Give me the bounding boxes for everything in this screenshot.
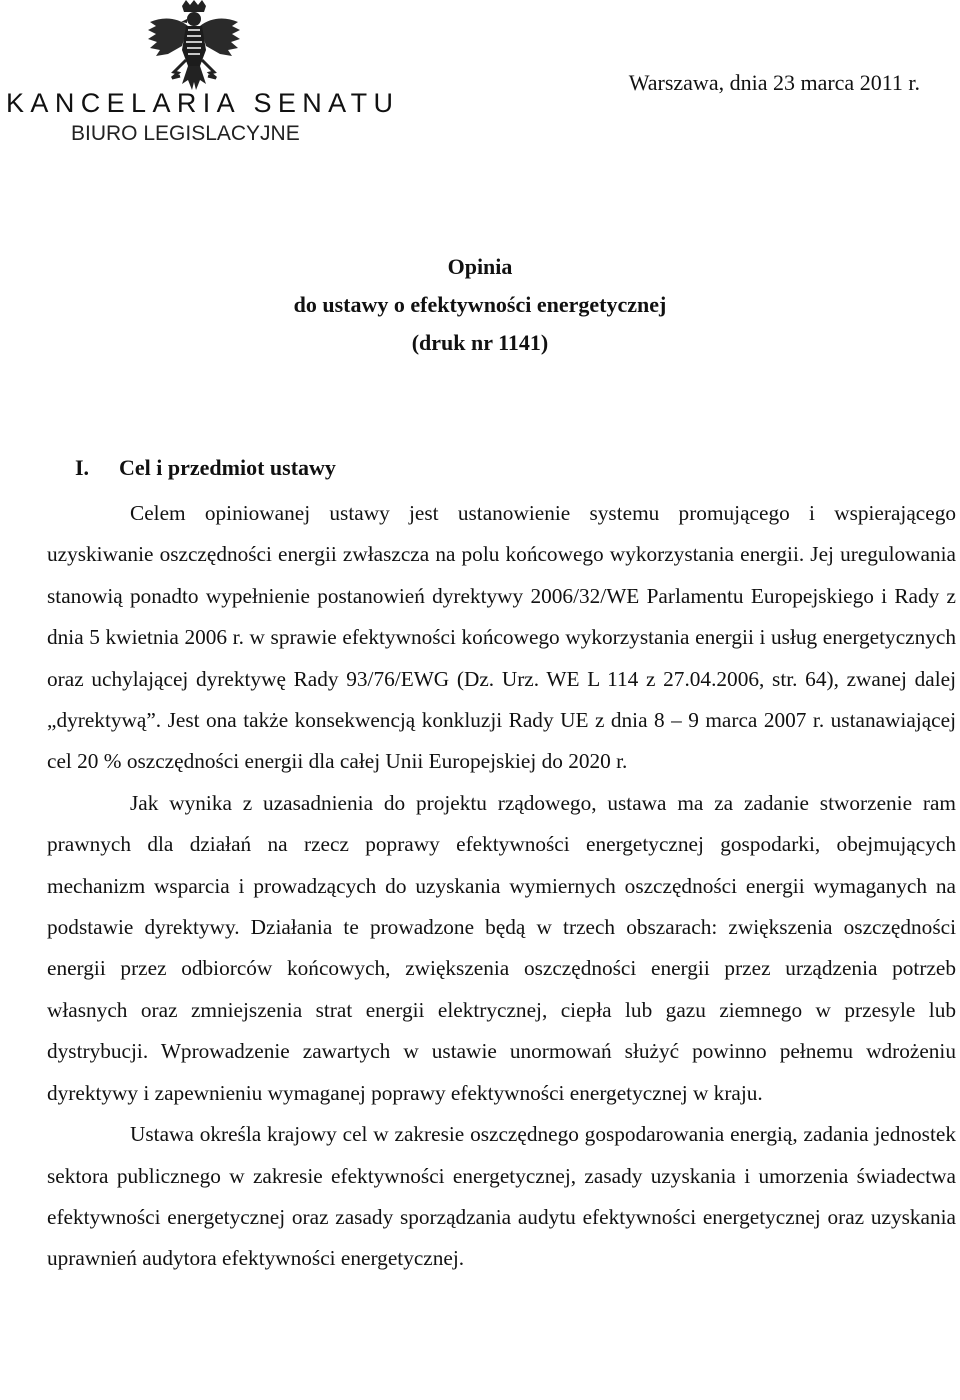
title-line-3: (druk nr 1141) (411, 330, 549, 355)
document-title (0, 248, 960, 362)
document-body (47, 493, 956, 1280)
department-name: BIURO LEGISLACYJNE (71, 122, 300, 145)
paragraph: Ustawa określa krajowy cel w zakresie oszczędnego gospodarowania energią, zadania jednostek sektora publicznego w zakresie efektywności energetycznej, zasady uzyskania i umorzenia świadectwa efektywności energetycznej oraz zasady sporządzania audytu efektywności energetycznej oraz uzyskania uprawnień audytora efektywności energetycznej. (47, 1122, 956, 1271)
paragraph: Jak wynika z uzasadnienia do projektu rządowego, ustawa ma za zadanie stworzenie ram prawnych dla działań na rzecz poprawy efektywności energetycznej gospodarki, obejmujących mechanizm wsparcia i prowadzących do uzyskania wymiernych oszczędności energii wymaganych na podstawie dyrektywy. Działania te prowadzone będą w trzech obszarach: zwiększenia oszczędności energii przez odbiorców końcowych, zwiększenia oszczędności energii przez urządzenia potrzeb własnych oraz zmniejszenia strat energii elektrycznej, ciepła lub gazu ziemnego w przesyle lub dystrybucji. Wprowadzenie zawartych w ustawie unormowań służyć powinno pełnemu wdrożeniu dyrektywy i zapewnieniu wymaganej poprawy efektywności energetycznej w kraju. (47, 790, 956, 1105)
paragraph: Celem opiniowanej ustawy jest ustanowienie systemu promującego i wspierającego uzyskiwanie oszczędności energii zwłaszcza na polu końcowego wykorzystania energii. Jej uregulowania stanowią ponadto wypełnienie postanowień dyrektywy 2006/32/WE Parlamentu Europejskiego i Rady z dnia 5 kwietnia 2006 r. w sprawie efektywności końcowego wykorzystania energii i usług energetycznych oraz uchylającej dyrektywę Rady 93/76/EWG (Dz. Urz. WE L 114 z 27.04.2006, str. 64), zwanej dalej „dyrektywą”. Jest ona także konsekwencją konkluzji Rady UE z dnia 8 – 9 marca 2007 r. ustanawiającej cel 20 % oszczędności energii dla całej Unii Europejskiej do 2020 r. (47, 501, 956, 774)
section-heading (75, 455, 336, 481)
eagle-emblem-icon (142, 0, 246, 92)
letterhead (0, 0, 400, 160)
title-line-2: do ustawy o efektywności energetycznej (293, 292, 667, 317)
document-date: Warszawa, dnia 23 marca 2011 r. (628, 70, 920, 95)
title-line-1: Opinia (447, 254, 513, 279)
section-title: Cel i przedmiot ustawy (119, 455, 336, 480)
institution-name: KANCELARIA SENATU (6, 88, 400, 118)
section-number: I. (75, 455, 90, 480)
